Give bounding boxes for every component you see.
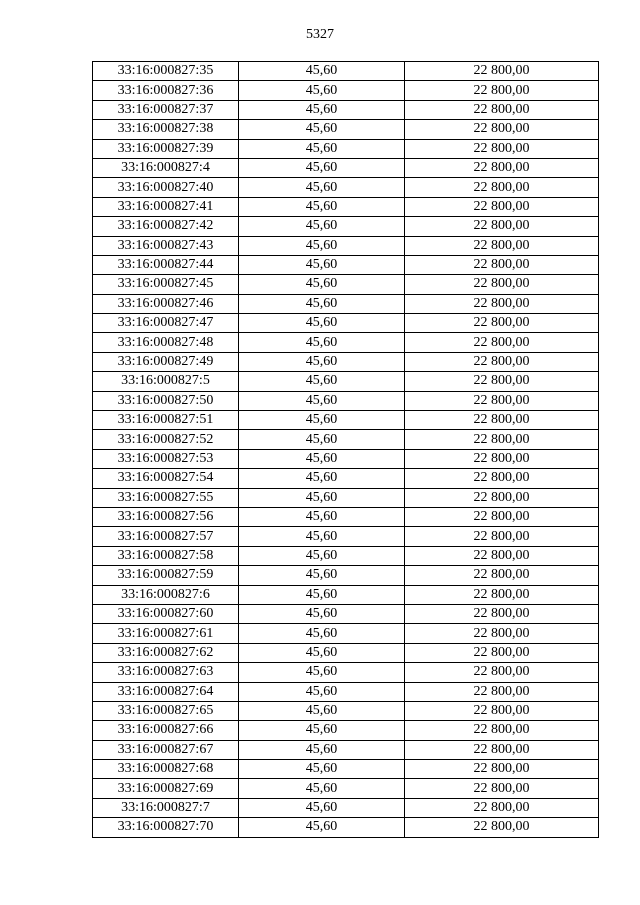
cadastral-number-cell: 33:16:000827:39 [93,139,239,158]
table-row [93,643,599,662]
value-cell: 22 800,00 [405,391,599,410]
area-cell: 45,60 [239,546,405,565]
value-cell: 22 800,00 [405,217,599,236]
value-cell: 22 800,00 [405,507,599,526]
cadastral-number-cell: 33:16:000827:36 [93,81,239,100]
cadastral-number-cell: 33:16:000827:65 [93,701,239,720]
cadastral-number-cell: 33:16:000827:42 [93,217,239,236]
cadastral-number-cell: 33:16:000827:50 [93,391,239,410]
cadastral-number-cell: 33:16:000827:35 [93,62,239,81]
area-cell: 45,60 [239,566,405,585]
area-cell: 45,60 [239,100,405,119]
table-row [93,740,599,759]
cadastral-number-cell: 33:16:000827:38 [93,120,239,139]
area-cell: 45,60 [239,236,405,255]
cadastral-number-cell: 33:16:000827:58 [93,546,239,565]
table-row [93,81,599,100]
table-row [93,62,599,81]
cadastral-number-cell: 33:16:000827:59 [93,566,239,585]
cadastral-number-cell: 33:16:000827:63 [93,663,239,682]
area-cell: 45,60 [239,333,405,352]
cadastral-number-cell: 33:16:000827:41 [93,197,239,216]
value-cell: 22 800,00 [405,81,599,100]
table-row [93,372,599,391]
area-cell: 45,60 [239,217,405,236]
cadastral-number-cell: 33:16:000827:44 [93,255,239,274]
cadastral-number-cell: 33:16:000827:67 [93,740,239,759]
cadastral-number-cell: 33:16:000827:55 [93,488,239,507]
value-cell: 22 800,00 [405,740,599,759]
cadastral-number-cell: 33:16:000827:64 [93,682,239,701]
area-cell: 45,60 [239,469,405,488]
page-number: 5327 [306,27,334,42]
value-cell: 22 800,00 [405,643,599,662]
value-cell: 22 800,00 [405,566,599,585]
table-row [93,488,599,507]
value-cell: 22 800,00 [405,178,599,197]
table-row [93,430,599,449]
area-cell: 45,60 [239,178,405,197]
table-row [93,100,599,119]
table-row [93,779,599,798]
value-cell: 22 800,00 [405,255,599,274]
table-row [93,527,599,546]
value-cell: 22 800,00 [405,197,599,216]
value-cell: 22 800,00 [405,760,599,779]
area-cell: 45,60 [239,81,405,100]
cadastral-number-cell: 33:16:000827:60 [93,604,239,623]
cadastral-number-cell: 33:16:000827:40 [93,178,239,197]
table-row [93,255,599,274]
table-row [93,721,599,740]
area-cell: 45,60 [239,449,405,468]
table-body [93,62,599,838]
value-cell: 22 800,00 [405,527,599,546]
area-cell: 45,60 [239,740,405,759]
cadastral-number-cell: 33:16:000827:48 [93,333,239,352]
value-cell: 22 800,00 [405,139,599,158]
value-cell: 22 800,00 [405,236,599,255]
cadastral-number-cell: 33:16:000827:49 [93,352,239,371]
table-row [93,546,599,565]
table-row [93,798,599,817]
area-cell: 45,60 [239,507,405,526]
cadastral-number-cell: 33:16:000827:4 [93,158,239,177]
area-cell: 45,60 [239,255,405,274]
area-cell: 45,60 [239,760,405,779]
area-cell: 45,60 [239,488,405,507]
cadastral-number-cell: 33:16:000827:5 [93,372,239,391]
value-cell: 22 800,00 [405,372,599,391]
cadastral-number-cell: 33:16:000827:45 [93,275,239,294]
value-cell: 22 800,00 [405,352,599,371]
cadastral-number-cell: 33:16:000827:54 [93,469,239,488]
value-cell: 22 800,00 [405,818,599,837]
value-cell: 22 800,00 [405,120,599,139]
value-cell: 22 800,00 [405,100,599,119]
area-cell: 45,60 [239,197,405,216]
value-cell: 22 800,00 [405,663,599,682]
area-cell: 45,60 [239,294,405,313]
area-cell: 45,60 [239,682,405,701]
table-row [93,120,599,139]
area-cell: 45,60 [239,818,405,837]
cadastral-number-cell: 33:16:000827:70 [93,818,239,837]
value-cell: 22 800,00 [405,333,599,352]
area-cell: 45,60 [239,721,405,740]
value-cell: 22 800,00 [405,798,599,817]
cadastral-number-cell: 33:16:000827:66 [93,721,239,740]
cadastral-number-cell: 33:16:000827:7 [93,798,239,817]
area-cell: 45,60 [239,314,405,333]
cadastral-number-cell: 33:16:000827:53 [93,449,239,468]
value-cell: 22 800,00 [405,449,599,468]
table-row [93,818,599,837]
table-row [93,217,599,236]
table-row [93,294,599,313]
value-cell: 22 800,00 [405,469,599,488]
area-cell: 45,60 [239,604,405,623]
value-cell: 22 800,00 [405,546,599,565]
area-cell: 45,60 [239,352,405,371]
value-cell: 22 800,00 [405,411,599,430]
cadastral-number-cell: 33:16:000827:37 [93,100,239,119]
area-cell: 45,60 [239,585,405,604]
area-cell: 45,60 [239,663,405,682]
cadastral-number-cell: 33:16:000827:57 [93,527,239,546]
value-cell: 22 800,00 [405,585,599,604]
table-row [93,314,599,333]
value-cell: 22 800,00 [405,721,599,740]
area-cell: 45,60 [239,430,405,449]
cadastral-number-cell: 33:16:000827:68 [93,760,239,779]
table-row [93,507,599,526]
table-row [93,604,599,623]
table-row [93,236,599,255]
table-row [93,411,599,430]
cadastral-number-cell: 33:16:000827:62 [93,643,239,662]
value-cell: 22 800,00 [405,158,599,177]
value-cell: 22 800,00 [405,275,599,294]
cadastral-number-cell: 33:16:000827:43 [93,236,239,255]
area-cell: 45,60 [239,275,405,294]
table-row [93,585,599,604]
value-cell: 22 800,00 [405,682,599,701]
area-cell: 45,60 [239,411,405,430]
cadastral-number-cell: 33:16:000827:56 [93,507,239,526]
value-cell: 22 800,00 [405,701,599,720]
table-row [93,682,599,701]
area-cell: 45,60 [239,372,405,391]
table-row [93,469,599,488]
value-cell: 22 800,00 [405,488,599,507]
area-cell: 45,60 [239,527,405,546]
table-row [93,701,599,720]
area-cell: 45,60 [239,624,405,643]
table-row [93,139,599,158]
value-cell: 22 800,00 [405,62,599,81]
value-cell: 22 800,00 [405,314,599,333]
value-cell: 22 800,00 [405,624,599,643]
value-cell: 22 800,00 [405,779,599,798]
cadastral-number-cell: 33:16:000827:47 [93,314,239,333]
table-row [93,760,599,779]
area-cell: 45,60 [239,158,405,177]
value-cell: 22 800,00 [405,294,599,313]
table-row [93,158,599,177]
table-row [93,449,599,468]
cadastral-number-cell: 33:16:000827:46 [93,294,239,313]
table-row [93,663,599,682]
cadastral-number-cell: 33:16:000827:6 [93,585,239,604]
table-row [93,352,599,371]
area-cell: 45,60 [239,139,405,158]
table-row [93,566,599,585]
table-row [93,197,599,216]
area-cell: 45,60 [239,62,405,81]
cadastral-table [92,61,599,838]
cadastral-number-cell: 33:16:000827:51 [93,411,239,430]
table-row [93,275,599,294]
cadastral-number-cell: 33:16:000827:61 [93,624,239,643]
table-row [93,391,599,410]
cadastral-number-cell: 33:16:000827:52 [93,430,239,449]
area-cell: 45,60 [239,120,405,139]
cadastral-number-cell: 33:16:000827:69 [93,779,239,798]
area-cell: 45,60 [239,798,405,817]
table-row [93,178,599,197]
value-cell: 22 800,00 [405,604,599,623]
table-row [93,333,599,352]
area-cell: 45,60 [239,643,405,662]
area-cell: 45,60 [239,701,405,720]
area-cell: 45,60 [239,391,405,410]
table-row [93,624,599,643]
value-cell: 22 800,00 [405,430,599,449]
area-cell: 45,60 [239,779,405,798]
